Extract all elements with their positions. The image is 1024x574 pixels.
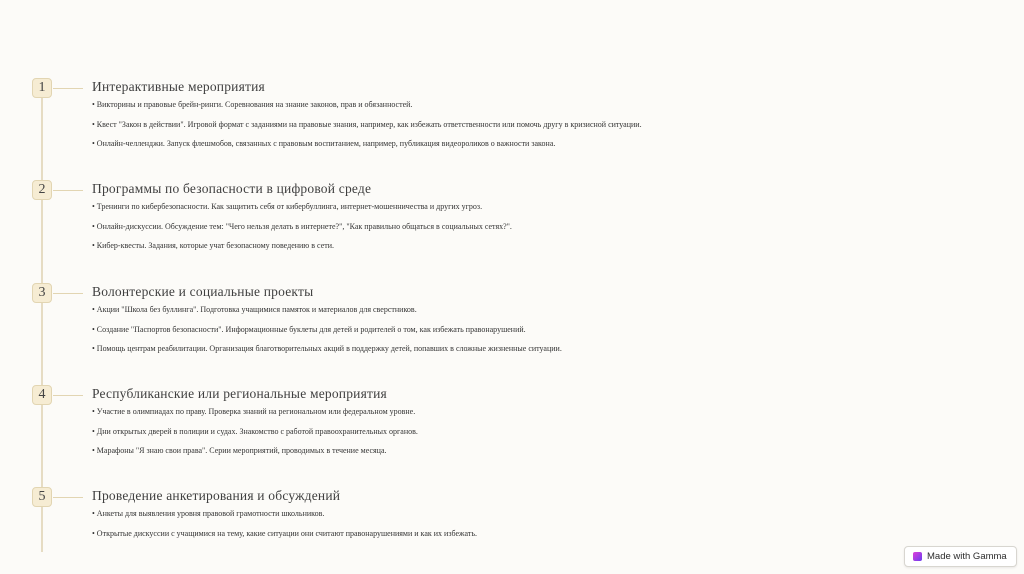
section-title: Программы по безопасности в цифровой среде	[92, 181, 372, 196]
list-item: • Онлайн-дискуссии. Обсуждение тем: "Чего нельзя делать в интернете?", "Как правильно общаться в социальных сетях?".	[92, 221, 512, 231]
list-item: • Кибер-квесты. Задания, которые учат безопасному поведению в сети.	[92, 241, 335, 250]
section-title: Интерактивные мероприятия	[92, 79, 265, 94]
step-number: 4	[32, 385, 52, 405]
list-item: • Квест "Закон в действии". Игровой формат с заданиями на правовые знания, например, как избежать ответственности или помочь другу в кризисной ситуации.	[92, 119, 642, 129]
list-item: • Открытые дискуссии с учащимися на тему, какие ситуации они считают правонарушениями и как их избежать.	[92, 528, 478, 538]
list-item: • Марафоны "Я знаю свои права". Серии мероприятий, проводимых в течение месяца.	[92, 446, 387, 455]
step-number: 3	[32, 283, 52, 303]
section-title: Республиканские или региональные мероприятия	[92, 386, 387, 401]
list-item: • Акции "Школа без буллинга". Подготовка учащимися памяток и материалов для сверстников.	[92, 305, 417, 314]
connector-line	[53, 88, 83, 89]
bullet-list	[92, 202, 512, 261]
list-item: • Онлайн-челленджи. Запуск флешмобов, связанных с правовым воспитанием, например, публикация видеороликов о важности закона.	[92, 139, 556, 148]
step-number: 2	[32, 180, 52, 200]
list-item: • Дни открытых дверей в полиции и судах. Знакомство с работой правоохранительных органов.	[92, 426, 418, 436]
list-item: • Анкеты для выявления уровня правовой грамотности школьников.	[92, 509, 325, 518]
timeline-line	[41, 80, 43, 552]
list-item: • Тренинги по кибербезопасности. Как защитить себя от кибербуллинга, интернет-мошенничества и других угроз.	[92, 202, 483, 211]
connector-line	[53, 497, 83, 498]
list-item: • Помощь центрам реабилитации. Организация благотворительных акций в поддержку детей, попавших в сложные жизненные ситуации.	[92, 344, 562, 353]
section-title: Волонтерские и социальные проекты	[92, 284, 314, 299]
gamma-logo-icon	[913, 552, 922, 561]
step-number: 1	[32, 78, 52, 98]
list-item: • Создание "Паспортов безопасности". Информационные буклеты для детей и родителей о том, как избежать правонарушений.	[92, 324, 526, 334]
bullet-list	[92, 305, 562, 364]
step-number: 5	[32, 487, 52, 507]
bullet-list	[92, 100, 642, 159]
connector-line	[53, 293, 83, 294]
section-title: Проведение анкетирования и обсуждений	[92, 488, 341, 503]
list-item: • Участие в олимпиадах по праву. Проверка знаний на региональном или федеральном уровне.	[92, 407, 416, 416]
bullet-list	[92, 509, 477, 548]
badge-label: Made with Gamma	[927, 551, 1007, 562]
list-item: • Викторины и правовые брейн-ринги. Соревнования на знание законов, прав и обязанностей.	[92, 100, 413, 109]
made-with-gamma-badge[interactable]	[904, 546, 1017, 567]
connector-line	[53, 190, 83, 191]
bullet-list	[92, 407, 418, 466]
connector-line	[53, 395, 83, 396]
